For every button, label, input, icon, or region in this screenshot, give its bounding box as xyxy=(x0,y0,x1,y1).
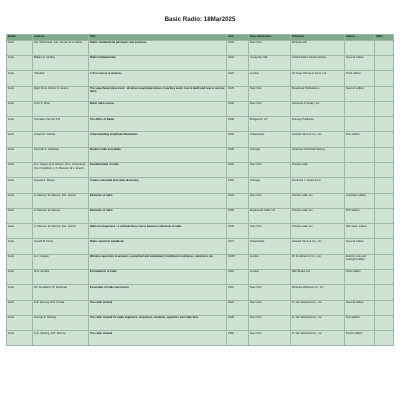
cell-edition[interactable] xyxy=(345,163,375,178)
cell-isbn[interactable] xyxy=(375,132,394,147)
cell-year[interactable]: 1946 xyxy=(227,101,249,116)
cell-authors[interactable]: Kenneth A. Holloway xyxy=(33,147,89,162)
cell-authors[interactable]: Howard F. Mason xyxy=(33,178,89,193)
cell-edition[interactable] xyxy=(345,285,375,300)
table-row xyxy=(7,117,394,132)
cell-year[interactable]: 1936? xyxy=(227,254,249,269)
cell-year[interactable]: 1965 xyxy=(227,208,249,223)
table-row xyxy=(7,178,394,193)
cell-media[interactable]: book xyxy=(7,239,33,254)
cell-edition[interactable]: Complete edition xyxy=(345,193,375,208)
column-header-year[interactable]: Year xyxy=(227,35,249,41)
cell-year[interactable]: 1928 xyxy=(227,315,249,330)
cell-year[interactable]: 1952 xyxy=(227,178,249,193)
cell-year[interactable]: 1961 xyxy=(227,285,249,300)
cell-title[interactable]: Modern radio essentials xyxy=(89,147,227,162)
cell-authors[interactable]: G.J. Clapton xyxy=(33,254,89,269)
cell-title[interactable]: Understanding Amplitude Modulation xyxy=(89,132,227,147)
cell-isbn[interactable] xyxy=(375,86,394,101)
cell-edition[interactable] xyxy=(345,147,375,162)
cell-authors[interactable]: "Decibel" xyxy=(33,71,89,86)
cell-title[interactable]: Foundations of radio xyxy=(89,270,227,285)
cell-media[interactable]: book xyxy=(7,300,33,315)
cell-place[interactable]: Chicago xyxy=(249,147,291,162)
cell-isbn[interactable] xyxy=(375,71,394,86)
cell-authors[interactable]: Gerald M. Ploss xyxy=(33,239,89,254)
cell-place[interactable]: Indianapolis xyxy=(249,132,291,147)
column-header-title[interactable]: Title xyxy=(89,35,227,41)
table-row xyxy=(7,56,394,71)
cell-year[interactable]: 1963 xyxy=(227,270,249,285)
cell-publisher[interactable]: Broadcast Publications xyxy=(291,86,345,101)
cell-isbn[interactable] xyxy=(375,193,394,208)
cell-edition[interactable]: Second edition xyxy=(345,56,375,71)
cell-year[interactable]: 1950 xyxy=(227,331,249,346)
cell-isbn[interactable] xyxy=(375,300,394,315)
cell-isbn[interactable] xyxy=(375,224,394,239)
spreadsheet xyxy=(6,34,393,346)
cell-media[interactable]: book xyxy=(7,163,33,178)
table-row xyxy=(7,86,394,101)
cell-media[interactable]: book xyxy=(7,270,33,285)
cell-year[interactable]: 1942 xyxy=(227,163,249,178)
cell-isbn[interactable] xyxy=(375,315,394,330)
cell-title[interactable]: Elements of radio xyxy=(89,208,227,223)
column-header-authors[interactable]: Authors xyxy=(33,35,89,41)
cell-authors[interactable]: Ph. Stockland, W. Zwolinski xyxy=(33,285,89,300)
cell-publisher[interactable]: Prentice-Hall xyxy=(291,163,345,178)
cell-place[interactable]: Englewood Cliffs, NJ xyxy=(249,208,291,223)
cell-media[interactable]: book xyxy=(7,147,33,162)
cell-place[interactable]: New York xyxy=(249,40,291,55)
cell-place[interactable]: London xyxy=(249,270,291,285)
cell-place[interactable]: New York xyxy=(249,193,291,208)
cell-publisher[interactable]: Howard Sams & Co., Inc. xyxy=(291,132,345,147)
cell-year[interactable]: 1942 xyxy=(227,56,249,71)
table-row xyxy=(7,300,394,315)
cell-place[interactable]: New York xyxy=(249,315,291,330)
cell-title[interactable]: The radio manual for radio engineers, inspectors, students, operators and radio fans xyxy=(89,315,227,330)
cell-year[interactable]: 1945 xyxy=(227,224,249,239)
cell-authors[interactable]: Joseph P. Carlisle xyxy=(33,132,89,147)
cell-edition[interactable]: Fourth edition xyxy=(345,331,375,346)
cell-media[interactable]: book xyxy=(7,178,33,193)
cell-isbn[interactable] xyxy=(375,147,394,162)
cell-isbn[interactable] xyxy=(375,163,394,178)
cell-publisher[interactable]: United States Naval Institute xyxy=(291,56,345,71)
sheet-title: Basic Radio: 18Mar2025 xyxy=(164,16,236,23)
cell-title[interactable]: The radio manual xyxy=(89,331,227,346)
cell-publisher[interactable]: Sir Isaac Pitman & Sons, Ltd. xyxy=(291,71,345,86)
cell-authors[interactable]: Elgin Frost, Robert C. Evans xyxy=(33,86,89,101)
cell-isbn[interactable] xyxy=(375,239,394,254)
table-row xyxy=(7,193,394,208)
table-row xyxy=(7,101,394,116)
cell-isbn[interactable] xyxy=(375,178,394,193)
cell-publisher[interactable]: D. Van Nostrand Co., Inc. xyxy=(291,300,345,315)
cell-title[interactable]: Radio: fundamental principles and practices xyxy=(89,40,227,55)
cell-authors[interactable]: M.H. Grubbs xyxy=(33,270,89,285)
cell-place[interactable]: New York xyxy=(249,163,291,178)
table-row xyxy=(7,71,394,86)
table-row xyxy=(7,132,394,147)
cell-place[interactable]: New York xyxy=(249,101,291,116)
cell-title[interactable]: Radio fundamentals xyxy=(89,56,227,71)
cell-edition[interactable]: First edition xyxy=(345,132,375,147)
cell-edition[interactable] xyxy=(345,101,375,116)
cell-title[interactable]: A first course in wireless xyxy=(89,71,227,86)
cell-place[interactable]: New York xyxy=(249,300,291,315)
cell-place[interactable]: London xyxy=(249,71,291,86)
cell-edition[interactable] xyxy=(345,40,375,55)
cell-place[interactable]: New York xyxy=(249,86,291,101)
cell-media[interactable]: book xyxy=(7,40,33,55)
table-row xyxy=(7,239,394,254)
cell-media[interactable]: book xyxy=(7,254,33,269)
cell-media[interactable]: book xyxy=(7,117,33,132)
cell-isbn[interactable] xyxy=(375,331,394,346)
cell-authors[interactable]: A. Marcus, W. Marcus, R.E. Horton xyxy=(33,193,89,208)
cell-publisher[interactable]: Prentice-Hall, Inc. xyxy=(291,224,345,239)
cell-place[interactable]: New York xyxy=(249,331,291,346)
column-header-place[interactable]: Place Published xyxy=(249,35,291,41)
cell-year[interactable]: 1966 xyxy=(227,132,249,147)
cell-year[interactable]: 1974 xyxy=(227,239,249,254)
cell-publisher[interactable]: Frederick J. Drake & Co. xyxy=(291,178,345,193)
column-header-edition[interactable]: Edition xyxy=(345,35,375,41)
cell-media[interactable]: book xyxy=(7,132,33,147)
cell-place[interactable]: London xyxy=(249,254,291,269)
cell-authors[interactable]: G.E. Sterling, R.B. Monroe xyxy=(33,331,89,346)
cell-media[interactable]: book xyxy=(7,101,33,116)
table-row xyxy=(7,331,394,346)
cell-edition[interactable]: Fifth edition xyxy=(345,208,375,223)
column-header-media[interactable]: Media xyxy=(7,35,33,41)
column-header-publisher[interactable]: Publisher xyxy=(291,35,345,41)
cell-place[interactable]: Chicago xyxy=(249,178,291,193)
table-row xyxy=(7,285,394,300)
cell-authors[interactable]: E.C. Geiger, E.H. Nelson, W.C. Ossterheld, F.H. Fitzgibbon, L.O. Bowers, W.L. Everitt xyxy=(33,163,89,178)
cell-edition[interactable]: Second edition xyxy=(345,239,375,254)
table-row xyxy=(7,208,394,223)
table-row xyxy=(7,270,394,285)
cell-media[interactable]: book xyxy=(7,193,33,208)
cell-media[interactable]: book xyxy=(7,86,33,101)
cell-authors[interactable]: Cornelius Van der Pol xyxy=(33,117,89,132)
cell-edition[interactable]: Third edition xyxy=(345,71,375,86)
cell-title[interactable]: Radio for beginners : a self-teaching course based on elements of radio xyxy=(89,224,227,239)
cell-publisher[interactable]: American Technical Society xyxy=(291,147,345,162)
cell-edition[interactable] xyxy=(345,117,375,132)
cell-place[interactable]: Annapolis, MD xyxy=(249,56,291,71)
cell-title[interactable]: Radio spectrum handbook xyxy=(89,239,227,254)
cell-media[interactable]: book xyxy=(7,71,33,86)
cell-publisher[interactable]: Howard Sams & Co., Inc. xyxy=(291,239,345,254)
cell-title[interactable]: Wireless questions & answers, a practical and explanatory handbook on wireless, television, etc. xyxy=(89,254,227,269)
cell-year[interactable]: 1948 xyxy=(227,117,249,132)
cell-authors[interactable]: A. Marcus, W. Marcus, R.E. Horton xyxy=(33,224,89,239)
cell-authors[interactable]: John S. Pope xyxy=(33,101,89,116)
cell-title[interactable]: The ABCs of Radio xyxy=(89,117,227,132)
cell-isbn[interactable] xyxy=(375,208,394,223)
table-row xyxy=(7,254,394,269)
cell-media[interactable]: book xyxy=(7,224,33,239)
table-row xyxy=(7,224,394,239)
cell-edition[interactable]: Entirely new and enlarged edition xyxy=(345,254,375,269)
cell-isbn[interactable] xyxy=(375,40,394,55)
cell-isbn[interactable] xyxy=(375,101,394,116)
cell-publisher[interactable]: D. Van Nostrand Co., Inc. xyxy=(291,315,345,330)
cell-edition[interactable]: War Dept. edition xyxy=(345,224,375,239)
cell-title[interactable]: Basic radio course xyxy=(89,101,227,116)
cell-isbn[interactable] xyxy=(375,56,394,71)
cell-publisher[interactable]: W. Foulsham & Co., Ltd. xyxy=(291,254,345,269)
table-row xyxy=(7,163,394,178)
cell-publisher[interactable]: McGraw-Hill xyxy=(291,40,345,55)
cell-edition[interactable] xyxy=(345,178,375,193)
cell-edition[interactable]: Second edition xyxy=(345,86,375,101)
cell-title[interactable]: The radio manual xyxy=(89,300,227,315)
cell-title[interactable]: The superheterodyne book : all about superheterodynes, how they work, how to build and how to service them xyxy=(89,86,227,101)
cell-authors[interactable]: George E. Sterling xyxy=(33,315,89,330)
cell-year[interactable]: 1923 xyxy=(227,71,249,86)
cell-place[interactable]: New York xyxy=(249,285,291,300)
cell-isbn[interactable] xyxy=(375,117,394,132)
table-row xyxy=(7,40,394,55)
cell-place[interactable]: New York xyxy=(249,224,291,239)
cell-publisher[interactable]: Nutmeg Publishes xyxy=(291,117,345,132)
cell-title[interactable]: Essentials of radio electronics xyxy=(89,285,227,300)
table-row xyxy=(7,315,394,330)
cell-year[interactable]: 1935 xyxy=(227,147,249,162)
cell-media[interactable]: book xyxy=(7,285,33,300)
cell-edition[interactable]: Sixth edition xyxy=(345,270,375,285)
cell-authors[interactable]: Milliam H. Dudley xyxy=(33,56,89,71)
cell-year[interactable]: 1935 xyxy=(227,86,249,101)
column-header-isbn[interactable]: ISBN xyxy=(375,35,394,41)
cell-isbn[interactable] xyxy=(375,270,394,285)
cell-place[interactable]: Bridgeport, CT xyxy=(249,117,291,132)
cell-title[interactable]: Elements of radio xyxy=(89,193,227,208)
books-table xyxy=(6,34,394,346)
cell-media[interactable]: book xyxy=(7,315,33,330)
cell-year[interactable]: 1924 xyxy=(227,300,249,315)
cell-isbn[interactable] xyxy=(375,254,394,269)
cell-publisher[interactable]: Prentice-Hall, Inc. xyxy=(291,193,345,208)
cell-authors[interactable]: F.E. Whitehead, E.E. Ziemer, E.H. Ebner xyxy=(33,40,89,55)
cell-authors[interactable]: D.E. Henney, R.E. Knode xyxy=(33,300,89,315)
table-row xyxy=(7,147,394,162)
cell-media[interactable]: book xyxy=(7,208,33,223)
cell-isbn[interactable] xyxy=(375,285,394,300)
cell-edition[interactable]: First edition xyxy=(345,315,375,330)
cell-place[interactable]: Indianapolis xyxy=(249,239,291,254)
cell-media[interactable]: book xyxy=(7,56,33,71)
cell-year[interactable]: 1943 xyxy=(227,193,249,208)
cell-authors[interactable]: A. Marcus, W. Marcus xyxy=(33,208,89,223)
cell-publisher[interactable]: Prentice-Hall, Inc. xyxy=(291,208,345,223)
cell-publisher[interactable]: Iliffe Books Ltd. xyxy=(291,270,345,285)
cell-publisher[interactable]: D. Van Nostrand Co., Inc. xyxy=(291,331,345,346)
cell-title[interactable]: Crude's electrical and radio dictionary xyxy=(89,178,227,193)
cell-title[interactable]: Fundamentals of radio xyxy=(89,163,227,178)
cell-edition[interactable]: Second edition xyxy=(345,300,375,315)
cell-publisher[interactable]: McGraw-Hill Book Co., Inc. xyxy=(291,285,345,300)
cell-media[interactable]: book xyxy=(7,331,33,346)
cell-year[interactable]: 1934 xyxy=(227,40,249,55)
cell-publisher[interactable]: Nostrand & Library, Inc. xyxy=(291,101,345,116)
